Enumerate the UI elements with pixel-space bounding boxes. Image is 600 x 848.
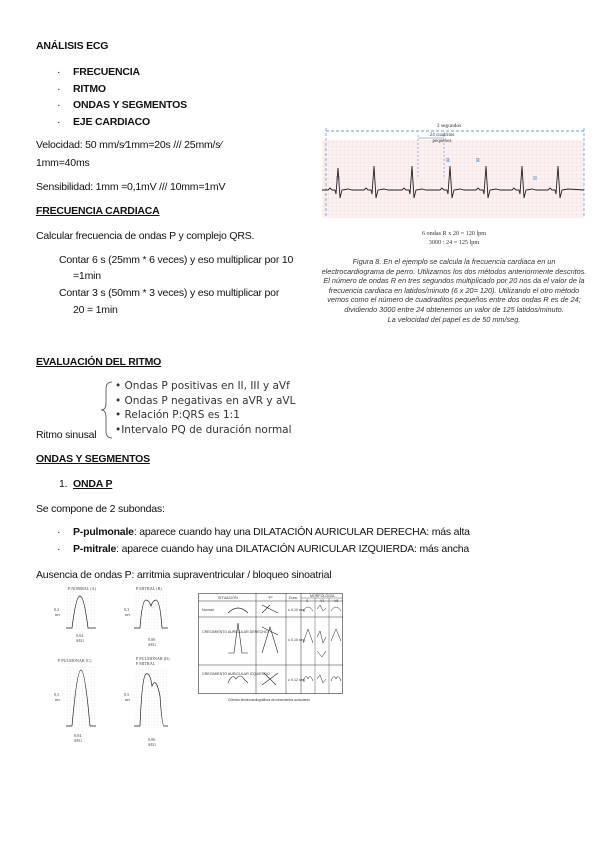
caption-line: Figura 8. En el ejemplo se calcula la frecuencia cardiaca en un [352, 257, 556, 266]
p-mitrale-bullet: · P-mitrale: aparece cuando hay una DILATACIÓN AURICULAR IZQUIERDA: más ancha [57, 543, 470, 555]
onda-p-intro: Se compone de 2 subondas: [36, 503, 165, 515]
velocidad-line: Velocidad: 50 mm/s⁄1mm=20s /// 25mm/s⁄ [36, 139, 222, 151]
ritmo-criterion: •Intervalo PQ de duración normal [115, 423, 292, 436]
ritmo-criterion: • Ondas P positivas en II, III y aVf [115, 380, 290, 392]
frecuencia-heading: FRECUENCIA CARDIACA [36, 205, 160, 217]
table-cell: Normal [202, 608, 214, 612]
p-pulmonar-mitral-label: P MITRAL [136, 661, 156, 666]
p-mitral-label: P MITRAL (B) [136, 586, 162, 591]
lead-label: II [533, 176, 537, 182]
ritmo-heading: EVALUACIÓN DEL RITMO [36, 356, 162, 368]
p-pulmonar-label: P PULMONAR (C) [58, 658, 92, 663]
figure-calc-1: 6 ondas R x 20 = 120 lpm [421, 230, 487, 237]
p-mitrale-desc: : aparece cuando hay una DILATACIÓN AURICULAR IZQUIERDA: más ancha [116, 543, 470, 555]
figure-label-squares: 24 cuadritos [429, 133, 455, 138]
topic-item: · ONDAS Y SEGMENTOS [57, 97, 187, 114]
axis-value: 0,5 [124, 692, 130, 697]
caption-line: El número de ondas R en tres segundos multiplicado por 20 nos da el valor de la [323, 276, 585, 286]
p-wave-figures [52, 586, 192, 751]
topic-item: · EJE CARDIACO [57, 114, 187, 131]
onda-p-heading: ONDA P [73, 478, 113, 490]
p-pulmonale-term: P-pulmonale [73, 526, 134, 538]
axis-unit: SEG [76, 638, 84, 643]
table-header: Dura. [289, 596, 298, 600]
velocidad-line-2: 1mm=40ms [36, 157, 90, 169]
ecg-strip-graphic [316, 118, 592, 258]
table-header: SITUACIÓN [218, 596, 238, 600]
axis-unit: mv [55, 697, 61, 702]
ausencia-line: Ausencia de ondas P: arritmia supraventricular / bloqueo sinoatrial [36, 569, 332, 581]
topic-item: · RITMO [57, 81, 187, 98]
axis-value: 0,3 [124, 607, 130, 612]
table-cell: ≥ 0,12 seg [288, 678, 305, 682]
caption-line: electrocardiograma de perro. Utilizamos los dos métodos anteriormente descritos. [321, 266, 587, 276]
topic-list [57, 64, 187, 130]
table-header: "P" [268, 596, 273, 600]
frecuencia-item-1: Contar 6 s (25mm * 6 veces) y eso multiplicar por 10 [59, 254, 294, 266]
table-header: MORFOLOGIA [310, 594, 335, 598]
page-title: ANÁLISIS ECG [36, 40, 109, 52]
caption-line: dividiendo 3000 entre 24 obtenemos un valor de 125 latidos/minuto. [344, 304, 564, 314]
axis-unit: mv [125, 612, 131, 617]
axis-value: 0,04 [74, 733, 82, 738]
axis-unit: SEG [148, 742, 156, 747]
table-subheader: II [306, 599, 308, 603]
brace-graphic [100, 381, 114, 439]
lead-label: II [336, 176, 340, 182]
axis-unit: SEG [74, 738, 82, 743]
topic-item: · FRECUENCIA [57, 64, 187, 81]
frecuencia-item-2-cont: 20 = 1min [73, 304, 118, 316]
axis-unit: mv [55, 612, 61, 617]
axis-value: 0,5 [54, 692, 60, 697]
axis-value: 0,3 [54, 607, 60, 612]
p-pulmonale-desc: : aparece cuando hay una DILATACIÓN AURICULAR DERECHA: más alta [133, 526, 470, 538]
p-pulmonar-mitral-label: P PULMONAR (D) [136, 656, 170, 661]
axis-value: 0,06 [148, 737, 156, 742]
p-normal-label: P NORMAL (A) [68, 586, 97, 591]
axis-value: 0,04 [76, 633, 84, 638]
table-subheader: V6 [334, 599, 339, 603]
p-pulmonale-bullet: · P-pulmonale: aparece cuando hay una DILATACIÓN AURICULAR DERECHA: más alta [57, 526, 470, 538]
r-wave-label: R [476, 158, 481, 164]
figure-calc-2: 3000 : 24 = 125 lpm [428, 239, 480, 246]
figure-ecg-heart-rate [316, 118, 592, 333]
caption-line: frecuencia cardiaca en latidos/minuto (6 x 20= 120). Utilizando el otro método [328, 285, 580, 295]
table-footer: Criterios electrocardiográficos de crecimientos auriculares [228, 698, 310, 702]
ritmo-sinusal-label: Ritmo sinusal [36, 429, 97, 441]
axis-unit: SEG [148, 642, 156, 647]
figure-caption [316, 257, 592, 324]
r-wave-label: R [446, 158, 451, 164]
sensibilidad-line: Sensibilidad: 1mm =0,1mV /// 10mm=1mV [36, 181, 226, 193]
table-cell: CRECIMIENTO AURICULAR DERECHO [202, 630, 268, 634]
table-cell: ≤ 0,10 seg [288, 608, 305, 612]
caption-line: La velocidad del papel es de 50 mm/seg. [387, 314, 521, 324]
atrial-enlargement-table [198, 593, 343, 703]
figure-label-seconds: 3 segundos [436, 123, 462, 129]
p-mitrale-term: P-mitrale [73, 543, 117, 555]
ritmo-criteria-list [115, 379, 295, 437]
axis-unit: mv [125, 697, 131, 702]
axis-value: 0,06 [148, 637, 156, 642]
table-cell: CRECIMIENTO AURICULAR IZQUIERDO [202, 672, 270, 676]
caption-line: vemos como el número de cuadraditos pequeños entre dos ondas R es de 24; [327, 295, 581, 305]
onda-p-number: 1. [59, 478, 68, 490]
ondas-heading: ONDAS Y SEGMENTOS [36, 453, 150, 465]
ritmo-criterion: • Ondas P negativas en aVR y aVL [115, 394, 296, 407]
table-cell: ≤ 0,10 seg [288, 638, 305, 642]
figure-label-small: pequeños [432, 139, 452, 144]
ritmo-criterion: • Relación P:QRS es 1:1 [115, 409, 240, 421]
frecuencia-item-2: Contar 3 s (50mm * 3 veces) y eso multiplicar por [59, 287, 280, 299]
table-subheader: V1 [320, 599, 325, 603]
frecuencia-item-1-cont: =1min [73, 270, 101, 282]
frecuencia-intro: Calcular frecuencia de ondas P y complejo QRS. [36, 230, 255, 242]
